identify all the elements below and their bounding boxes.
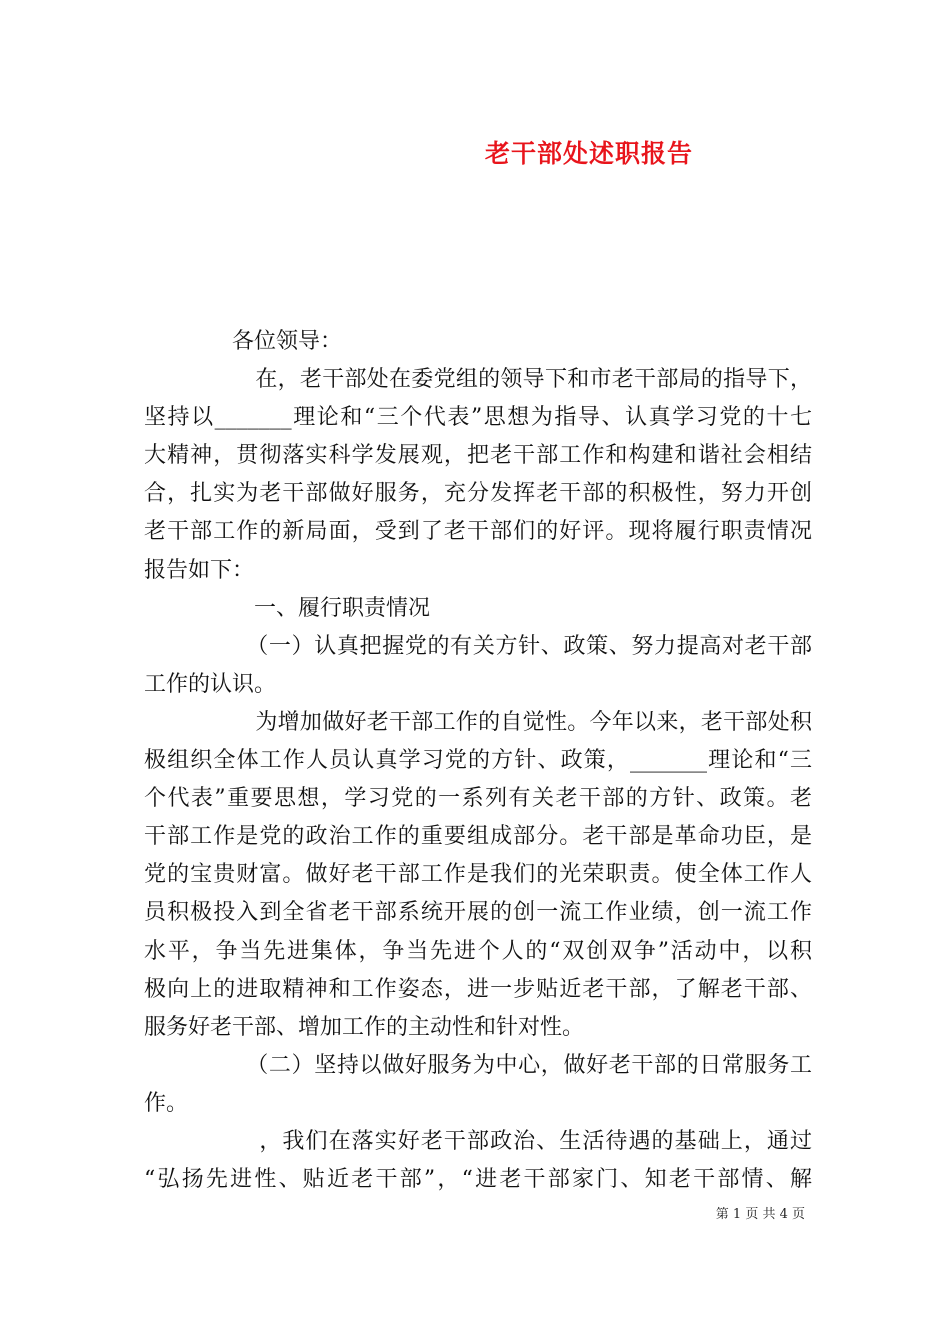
- body-line: 各位领导：: [144, 329, 343, 354]
- body-line: 一、履行职责情况: [144, 595, 431, 621]
- body-line: 大精神，贯彻落实科学发展观，把老干部工作和构建和谐社会相结: [144, 443, 812, 469]
- body-line: 为增加做好老干部工作的自觉性。今年以来，老干部处积: [144, 709, 812, 735]
- body-line: 员积极投入到全省老干部系统开展的创一流工作业绩，创一流工作: [144, 900, 812, 926]
- body-line: 水平，争当先进集体，争当先进个人的“双创双争”活动中，以积: [144, 938, 812, 964]
- document-body: [144, 323, 812, 1199]
- body-line: （一）认真把握党的有关方针、政策、努力提高对老干部: [144, 633, 812, 659]
- document-title: 老干部处述职报告: [484, 139, 693, 168]
- body-line: 极组织全体工作人员认真学习党的方针、政策，_______理论和“三: [144, 748, 812, 774]
- page-footer: 第 1 页 共 4 页: [715, 1207, 805, 1222]
- body-line: 合，扎实为老干部做好服务，充分发挥老干部的积极性，努力开创: [144, 481, 812, 507]
- body-line: 工作的认识。: [144, 671, 277, 697]
- body-line: 在，老干部处在委党组的领导下和市老干部局的指导下，: [144, 367, 812, 393]
- body-line: 极向上的进取精神和工作姿态，进一步贴近老干部，了解老干部、: [144, 976, 812, 1002]
- body-line: 报告如下：: [144, 557, 255, 583]
- body-line: 党的宝贵财富。做好老干部工作是我们的光荣职责。使全体工作人: [144, 862, 812, 888]
- body-line: 服务好老干部、增加工作的主动性和针对性。: [144, 1014, 585, 1040]
- body-line: （二）坚持以做好服务为中心，做好老干部的日常服务工: [144, 1052, 812, 1078]
- body-line: 坚持以_______理论和“三个代表”思想为指导、认真学习党的十七: [144, 405, 812, 431]
- body-line: “弘扬先进性、贴近老干部”，“进老干部家门、知老干部情、解: [144, 1167, 812, 1193]
- body-line: 干部工作是党的政治工作的重要组成部分。老干部是革命功臣，是: [144, 824, 812, 850]
- body-line: 老干部工作的新局面，受到了老干部们的好评。现将履行职责情况: [144, 519, 812, 545]
- body-line: 个代表”重要思想，学习党的一系列有关老干部的方针、政策。老: [144, 786, 812, 812]
- body-line: 作。: [144, 1090, 189, 1116]
- body-line: ，我们在落实好老干部政治、生活待遇的基础上，通过: [144, 1128, 812, 1154]
